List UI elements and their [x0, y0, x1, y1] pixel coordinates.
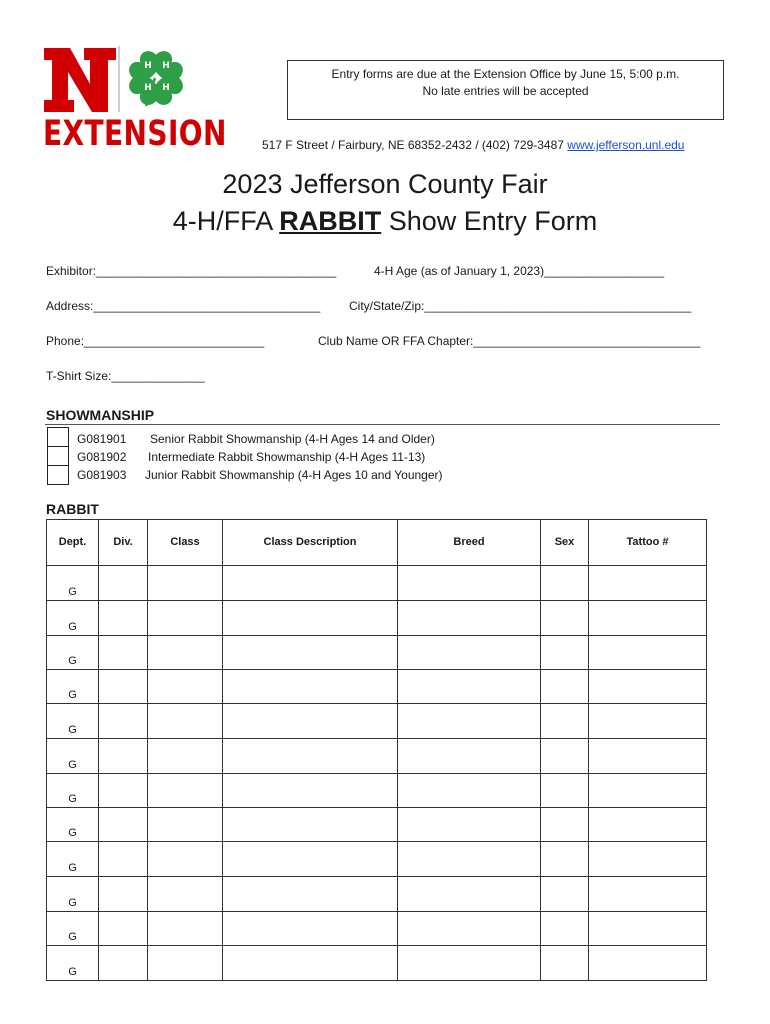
table-row: [47, 670, 707, 704]
cell-sex[interactable]: [541, 774, 589, 808]
table-row: [47, 774, 707, 808]
cell-breed[interactable]: [398, 912, 541, 946]
showmanship-class-junior: G081903 Junior Rabbit Showmanship (4-H Ages 10 and Younger): [77, 468, 443, 482]
cell-sex[interactable]: [541, 842, 589, 877]
table-header-row: [47, 520, 707, 566]
website-link[interactable]: www.jefferson.unl.edu: [567, 138, 685, 152]
cell-breed[interactable]: [398, 808, 541, 842]
age-field[interactable]: 4-H Age (as of January 1, 2023)__________________: [374, 264, 665, 278]
cell-class[interactable]: [148, 946, 223, 981]
cell-tattoo[interactable]: [589, 739, 707, 774]
column-header-tattoo: Tattoo #: [589, 520, 707, 566]
showmanship-heading: SHOWMANSHIP: [46, 407, 155, 423]
cell-sex[interactable]: [541, 946, 589, 981]
showmanship-intermediate-checkbox[interactable]: [47, 446, 69, 466]
column-header-sex: Sex: [541, 520, 589, 566]
logo-divider: [118, 46, 120, 112]
column-header-class-description: Class Description: [223, 520, 398, 566]
cell-sex[interactable]: [541, 912, 589, 946]
cell-class[interactable]: [148, 877, 223, 912]
club-field[interactable]: Club Name OR FFA Chapter:__________________________________: [318, 334, 701, 348]
cell-class-description[interactable]: [223, 704, 398, 739]
cell-breed[interactable]: [398, 704, 541, 739]
cell-dept: G: [47, 670, 99, 704]
cell-class-description[interactable]: [223, 636, 398, 670]
cell-div[interactable]: [99, 774, 148, 808]
cell-sex[interactable]: [541, 670, 589, 704]
clover-letter: H: [162, 83, 170, 93]
cell-class-description[interactable]: [223, 877, 398, 912]
cell-class-description[interactable]: [223, 808, 398, 842]
rabbit-emphasis: RABBIT: [279, 206, 382, 236]
column-header-div: Div.: [99, 520, 148, 566]
notice-line-1: Entry forms are due at the Extension Office by June 15, 5:00 p.m.: [331, 67, 680, 81]
cell-dept: G: [47, 808, 99, 842]
showmanship-class-intermediate: G081902 Intermediate Rabbit Showmanship (4-H Ages 11-13): [77, 450, 426, 464]
column-header-breed: Breed: [398, 520, 541, 566]
cell-class-description[interactable]: [223, 739, 398, 774]
cell-tattoo[interactable]: [589, 636, 707, 670]
city-state-zip-field[interactable]: City/State/Zip:________________________________________: [349, 299, 692, 313]
cell-div[interactable]: [99, 912, 148, 946]
cell-class-description[interactable]: [223, 670, 398, 704]
cell-dept: G: [47, 636, 99, 670]
cell-div[interactable]: [99, 877, 148, 912]
cell-sex[interactable]: [541, 636, 589, 670]
cell-tattoo[interactable]: [589, 774, 707, 808]
rabbit-heading: RABBIT: [46, 501, 99, 517]
cell-sex[interactable]: [541, 601, 589, 636]
table-row: [47, 808, 707, 842]
showmanship-class-senior: G081901 Senior Rabbit Showmanship (4-H Ages 14 and Older): [77, 432, 435, 446]
cell-breed[interactable]: [398, 566, 541, 601]
cell-breed[interactable]: [398, 946, 541, 981]
cell-tattoo[interactable]: [589, 808, 707, 842]
cell-tattoo[interactable]: [589, 912, 707, 946]
cell-breed[interactable]: [398, 842, 541, 877]
cell-sex[interactable]: [541, 808, 589, 842]
cell-div[interactable]: [99, 704, 148, 739]
address-text: 517 F Street / Fairbury, NE 68352-2432 / (402) 729-3487: [262, 138, 564, 152]
cell-sex[interactable]: [541, 704, 589, 739]
cell-class[interactable]: [148, 636, 223, 670]
cell-breed[interactable]: [398, 739, 541, 774]
tshirt-field[interactable]: T-Shirt Size:______________: [46, 369, 205, 383]
column-header-class: Class: [148, 520, 223, 566]
cell-class[interactable]: [148, 912, 223, 946]
clover-letter: H: [144, 83, 152, 93]
cell-dept: G: [47, 842, 99, 877]
cell-tattoo[interactable]: [589, 704, 707, 739]
cell-tattoo[interactable]: [589, 670, 707, 704]
table-row: [47, 877, 707, 912]
column-header-dept: Dept.: [47, 520, 99, 566]
cell-dept: G: [47, 704, 99, 739]
exhibitor-field[interactable]: Exhibitor:____________________________________: [46, 264, 337, 278]
cell-tattoo[interactable]: [589, 946, 707, 981]
showmanship-junior-checkbox[interactable]: [47, 465, 69, 485]
table-row: [47, 636, 707, 670]
cell-breed[interactable]: [398, 877, 541, 912]
cell-div[interactable]: [99, 739, 148, 774]
table-row: [47, 704, 707, 739]
cell-div[interactable]: [99, 808, 148, 842]
nebraska-n-logo: [42, 46, 118, 114]
page-subtitle: 4-H/FFA RABBIT Show Entry Form: [172, 206, 598, 236]
four-h-clover-icon: [124, 46, 188, 110]
deadline-notice: [287, 60, 724, 120]
cell-class-description[interactable]: [223, 774, 398, 808]
cell-breed[interactable]: [398, 636, 541, 670]
cell-tattoo[interactable]: [589, 601, 707, 636]
cell-dept: G: [47, 946, 99, 981]
cell-div[interactable]: [99, 601, 148, 636]
cell-class-description[interactable]: [223, 566, 398, 601]
cell-class[interactable]: [148, 566, 223, 601]
table-row: [47, 566, 707, 601]
page-title: 2023 Jefferson County Fair: [222, 169, 548, 199]
cell-breed[interactable]: [398, 774, 541, 808]
cell-dept: G: [47, 877, 99, 912]
cell-sex[interactable]: [541, 739, 589, 774]
cell-class[interactable]: [148, 842, 223, 877]
cell-dept: G: [47, 774, 99, 808]
rabbit-entry-table: [46, 519, 707, 981]
clover-letter: H: [162, 61, 170, 71]
cell-class-description[interactable]: [223, 946, 398, 981]
cell-breed[interactable]: [398, 670, 541, 704]
clover-letter: H: [144, 61, 152, 71]
cell-class[interactable]: [148, 739, 223, 774]
cell-dept: G: [47, 566, 99, 601]
table-row: [47, 739, 707, 774]
table-row: [47, 946, 707, 981]
cell-class[interactable]: [148, 704, 223, 739]
cell-class-description[interactable]: [223, 601, 398, 636]
cell-class[interactable]: [148, 808, 223, 842]
cell-class[interactable]: [148, 601, 223, 636]
table-row: [47, 912, 707, 946]
cell-div[interactable]: [99, 842, 148, 877]
cell-class[interactable]: [148, 670, 223, 704]
cell-div[interactable]: [99, 946, 148, 981]
cell-sex[interactable]: [541, 877, 589, 912]
cell-tattoo[interactable]: [589, 566, 707, 601]
cell-dept: G: [47, 912, 99, 946]
cell-tattoo[interactable]: [589, 877, 707, 912]
cell-dept: G: [47, 739, 99, 774]
table-row: [47, 601, 707, 636]
extension-wordmark: EXTENSION: [43, 114, 227, 154]
address-field[interactable]: Address:__________________________________: [46, 299, 321, 313]
cell-class-description[interactable]: [223, 912, 398, 946]
table-row: [47, 842, 707, 877]
cell-div[interactable]: [99, 566, 148, 601]
cell-class[interactable]: [148, 774, 223, 808]
cell-div[interactable]: [99, 636, 148, 670]
cell-sex[interactable]: [541, 566, 589, 601]
cell-tattoo[interactable]: [589, 842, 707, 877]
showmanship-rule: [45, 424, 720, 425]
notice-line-2: No late entries will be accepted: [422, 84, 589, 98]
cell-dept: G: [47, 601, 99, 636]
office-address: [262, 138, 684, 152]
showmanship-senior-checkbox[interactable]: [47, 427, 69, 447]
cell-div[interactable]: [99, 670, 148, 704]
cell-class-description[interactable]: [223, 842, 398, 877]
phone-field[interactable]: Phone:___________________________: [46, 334, 265, 348]
cell-breed[interactable]: [398, 601, 541, 636]
